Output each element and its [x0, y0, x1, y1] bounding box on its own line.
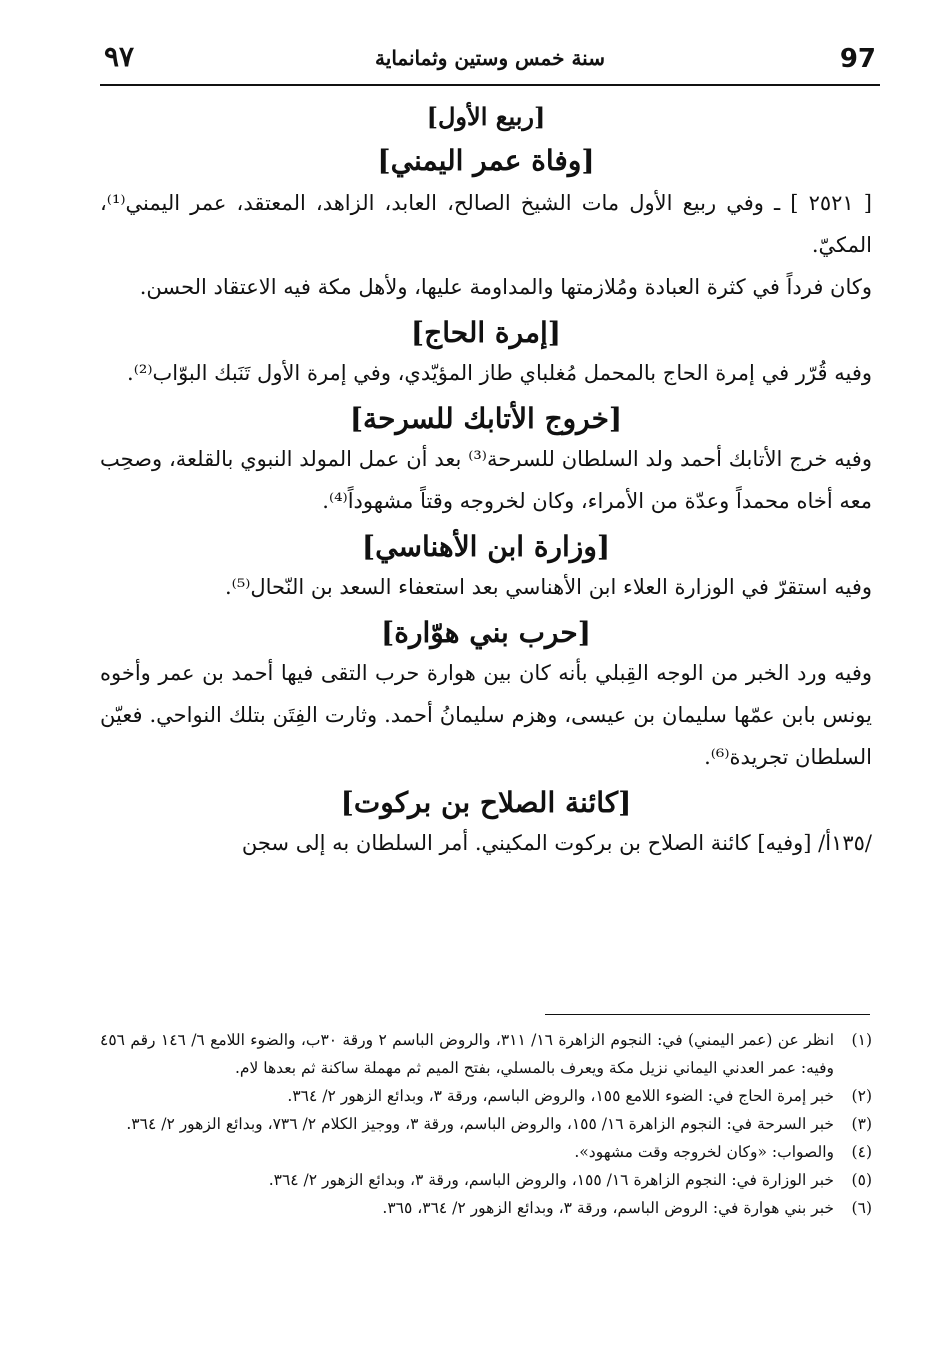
- footnote-text: خبر إمرة الحاج في: الضوء اللامع ١٥٥، والروض الباسم، ورقة ٣، وبدائع الزهور ٢/ ٣٦٤.: [287, 1087, 834, 1105]
- footnote-rule: [545, 1014, 870, 1015]
- page-header: [100, 40, 880, 84]
- section-heading: [حرب بني هوّارة]: [381, 616, 591, 649]
- footnote: [100, 1110, 872, 1138]
- paragraph: وفيه ورد الخبر من الوجه القِبلي بأنه كان بين هوارة حرب التقى فيها أحمد بن عمر وأخوه يونس بابن عمّها سليمان بن عيسى، وهزم سليمانُ أحمد. وثارت الفِتَن بتلك النواحي. فعيّن السلطان تجريدة⁽⁶⁾.: [100, 661, 872, 769]
- section-heading: [وزارة ابن الأهناسي]: [361, 530, 611, 563]
- header-rule: [100, 84, 880, 86]
- footnote: [100, 1138, 872, 1166]
- section-heading: [خروج الأتابك للسرحة]: [349, 402, 623, 435]
- footnote-text: والصواب: «وكان لخروجه وقت مشهود».: [574, 1143, 834, 1161]
- page-number-latin: 97: [839, 44, 876, 74]
- footnote-text: خبر بني هوارة في: الروض الباسم، ورقة ٣، وبدائع الزهور ٢/ ٣٦٤، ٣٦٥.: [382, 1199, 834, 1217]
- footnote: [100, 1194, 872, 1222]
- paragraph: وكان فرداً في كثرة العبادة ومُلازمتها والمداومة عليها، ولأهل مكة فيه الاعتقاد الحسن.: [139, 275, 872, 299]
- paragraph: وفيه استقرّ في الوزارة العلاء ابن الأهناسي بعد استعفاء السعد بن النّحال⁽⁵⁾.: [224, 575, 872, 599]
- footnote-number: (٣): [851, 1115, 872, 1133]
- section-heading: [وفاة عمر اليمني]: [377, 144, 595, 177]
- footnote-number: (١): [851, 1031, 872, 1049]
- footnote-text: خبر الوزارة في: النجوم الزاهرة ١٦/ ١٥٥، والروض الباسم، ورقة ٣، وبدائع الزهور ٢/ ٣٦٤.: [268, 1171, 834, 1189]
- footnote-text: خبر السرحة في: النجوم الزاهرة ١٦/ ١٥٥، والروض الباسم، ورقة ٣، ووجيز الكلام ٢/ ٧٣٦، وبدائع الزهور ٢/ ٣٦٤.: [126, 1115, 834, 1133]
- running-title: سنة خمس وستين وثمانماية: [375, 46, 605, 70]
- footnote-number: (٥): [851, 1171, 872, 1189]
- footnote: [100, 1082, 872, 1110]
- paragraph: /١٣٥أ/ [وفيه] كائنة الصلاح بن بركوت المكيني. أمر السلطان به إلى سجن: [241, 831, 872, 855]
- footnote-text: انظر عن (عمر اليمني) في: النجوم الزاهرة ١٦/ ٣١١، والروض الباسم ٢ ورقة ٣٠ب، والضوء اللامع ٦/ ١٤٦ رقم ٤٥٦ وفيه: عمر العدني اليماني نزيل مكة ويعرف بالمسلي، بفتح الميم ثم مهملة ساكنة ثم بعدها لام.: [100, 1031, 834, 1077]
- footnote-number: (٤): [851, 1143, 872, 1161]
- footnote-number: (٢): [851, 1087, 872, 1105]
- paragraph: وفيه قُرّر في إمرة الحاج بالمحمل مُغلباي طاز المؤيّدي، وفي إمرة الأول تَنَبك البوّاب⁽²⁾.: [127, 361, 872, 385]
- page-number-arabic: ٩٧: [104, 40, 135, 73]
- footnote: [100, 1026, 872, 1082]
- paragraph: [ ٢٥٢١ ] ـ وفي ربيع الأول مات الشيخ الصالح، العابد، الزاهد، المعتقد، عمر اليمني⁽¹⁾، المكيّ.: [100, 191, 872, 257]
- section-heading: [ربيع الأول]: [426, 102, 546, 131]
- paragraph: وفيه خرج الأتابك أحمد ولد السلطان للسرحة⁽³⁾ بعد أن عمل المولد النبوي بالقلعة، وصحِب معه أخاه محمداً وعدّة من الأمراء، وكان لخروجه وقتاً مشهوداً⁽⁴⁾.: [100, 447, 872, 513]
- section-heading: [إمرة الحاج]: [410, 316, 562, 349]
- section-heading: [كائنة الصلاح بن بركوت]: [340, 786, 632, 819]
- main-text: [100, 96, 872, 864]
- footnote-number: (٦): [851, 1199, 872, 1217]
- footnotes: [100, 1026, 872, 1222]
- footnote: [100, 1166, 872, 1194]
